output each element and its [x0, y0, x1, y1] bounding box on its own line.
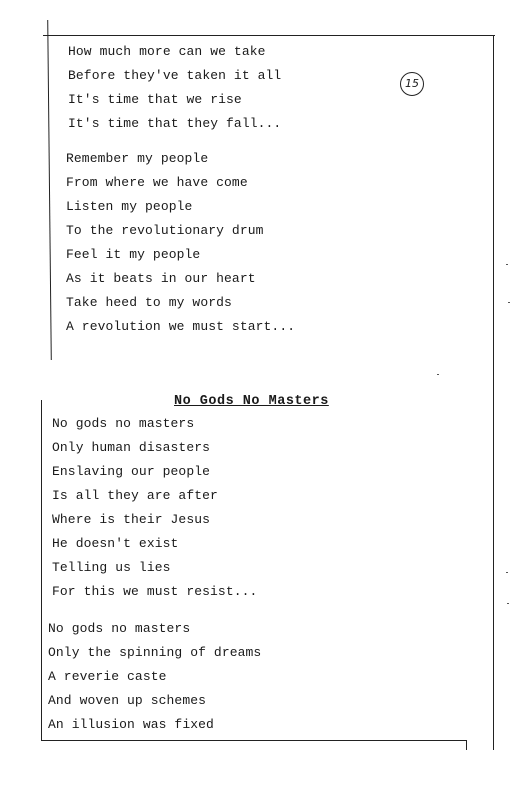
verse-line: Is all they are after [52, 488, 218, 503]
scan-speck [506, 572, 508, 573]
verse-line: A revolution we must start... [66, 319, 296, 334]
box-bottom-border [41, 740, 467, 741]
verse-line: For this we must resist... [52, 584, 258, 599]
verse-line: Only the spinning of dreams [48, 645, 262, 660]
verse-line: Listen my people [66, 199, 193, 214]
verse-line: It's time that they fall... [68, 116, 282, 131]
verse-line: A reverie caste [48, 669, 167, 684]
verse-line: An illusion was fixed [48, 717, 214, 732]
stanza-1 [68, 40, 281, 136]
verse-line: It's time that we rise [68, 92, 242, 107]
stanza-2 [66, 147, 295, 339]
verse-line: Enslaving our people [52, 464, 211, 479]
scan-speck [507, 603, 509, 604]
scan-speck [506, 264, 508, 265]
verse-line: No gods no masters [52, 416, 195, 431]
verse-line: How much more can we take [68, 44, 266, 59]
verse-line: Only human disasters [52, 440, 211, 455]
box-right-border [493, 35, 494, 750]
verse-line: Telling us lies [52, 560, 171, 575]
verse-line: No gods no masters [48, 621, 191, 636]
verse-line: As it beats in our heart [66, 271, 256, 286]
box-left-border-upper [47, 20, 52, 360]
verse-line: Remember my people [66, 151, 209, 166]
verse-line: And woven up schemes [48, 693, 207, 708]
scan-speck [437, 374, 439, 375]
verse-line: From where we have come [66, 175, 248, 190]
circled-page-number: 15 [400, 72, 424, 96]
poem-stanza-1 [52, 412, 257, 604]
box-top-border [43, 35, 495, 36]
poem-stanza-2 [48, 617, 261, 737]
poem-title: No Gods No Masters [174, 394, 329, 409]
verse-line: Take heed to my words [66, 295, 232, 310]
verse-line: Before they've taken it all [68, 68, 282, 83]
verse-line: Where is their Jesus [52, 512, 211, 527]
box-bottom-tick [466, 740, 467, 750]
box-left-border-lower [41, 400, 42, 740]
verse-line: He doesn't exist [52, 536, 179, 551]
verse-line: To the revolutionary drum [66, 223, 264, 238]
scan-speck [508, 302, 510, 303]
verse-line: Feel it my people [66, 247, 201, 262]
